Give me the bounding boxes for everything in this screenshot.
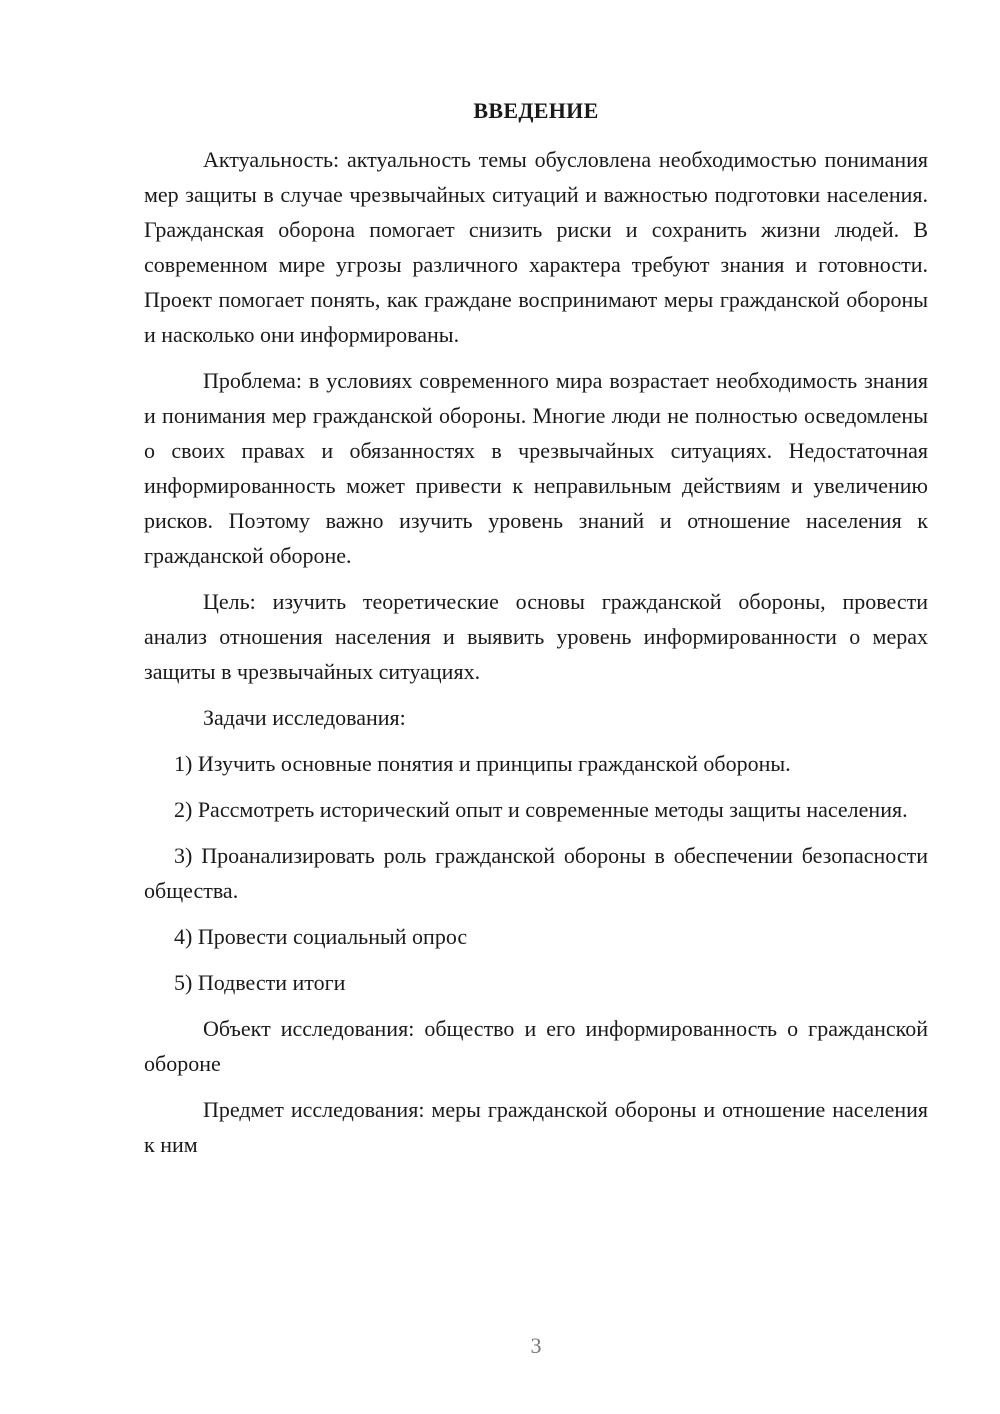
- task-item-3: 3) Проанализировать роль гражданской обороны в обеспечении безопасности общества.: [144, 843, 928, 903]
- problem-paragraph: Проблема: в условиях современного мира возрастает необходимость знания и понимания мер гражданской обороны. Многие люди не полностью осведомлены о своих правах и обязанностях в чрезвычайных ситуациях. Недостаточная информированность может привести к неправильным действиям и увеличению рисков. Поэтому важно изучить уровень знаний и отношение населения к гражданской обороне.: [144, 368, 928, 568]
- relevance-paragraph: Актуальность: актуальность темы обусловлена необходимостью понимания мер защиты в случае чрезвычайных ситуаций и важностью подготовки населения. Гражданская оборона помогает снизить риски и сохранить жизни людей. В современном мире угрозы различного характера требуют знания и готовности. Проект помогает понять, как граждане воспринимают меры гражданской обороны и насколько они информированы.: [144, 147, 928, 347]
- task-item-1: 1) Изучить основные понятия и принципы гражданской обороны.: [174, 751, 791, 776]
- tasks-heading: Задачи исследования:: [203, 705, 406, 730]
- task-item-5: 5) Подвести итоги: [174, 970, 346, 995]
- page-number: 3: [530, 1333, 542, 1358]
- subject-paragraph: Предмет исследования: меры гражданской обороны и отношение населения к ним: [144, 1097, 928, 1157]
- section-title: ВВЕДЕНИЕ: [473, 98, 599, 123]
- goal-paragraph: Цель: изучить теоретические основы гражданской обороны, провести анализ отношения населения и выявить уровень информированности о мерах защиты в чрезвычайных ситуациях.: [144, 589, 928, 684]
- task-item-2: 2) Рассмотреть исторический опыт и современные методы защиты населения.: [174, 797, 908, 822]
- task-item-4: 4) Провести социальный опрос: [174, 924, 468, 949]
- object-paragraph: Объект исследования: общество и его информированность о гражданской обороне: [144, 1016, 928, 1076]
- document-page: [144, 96, 928, 1173]
